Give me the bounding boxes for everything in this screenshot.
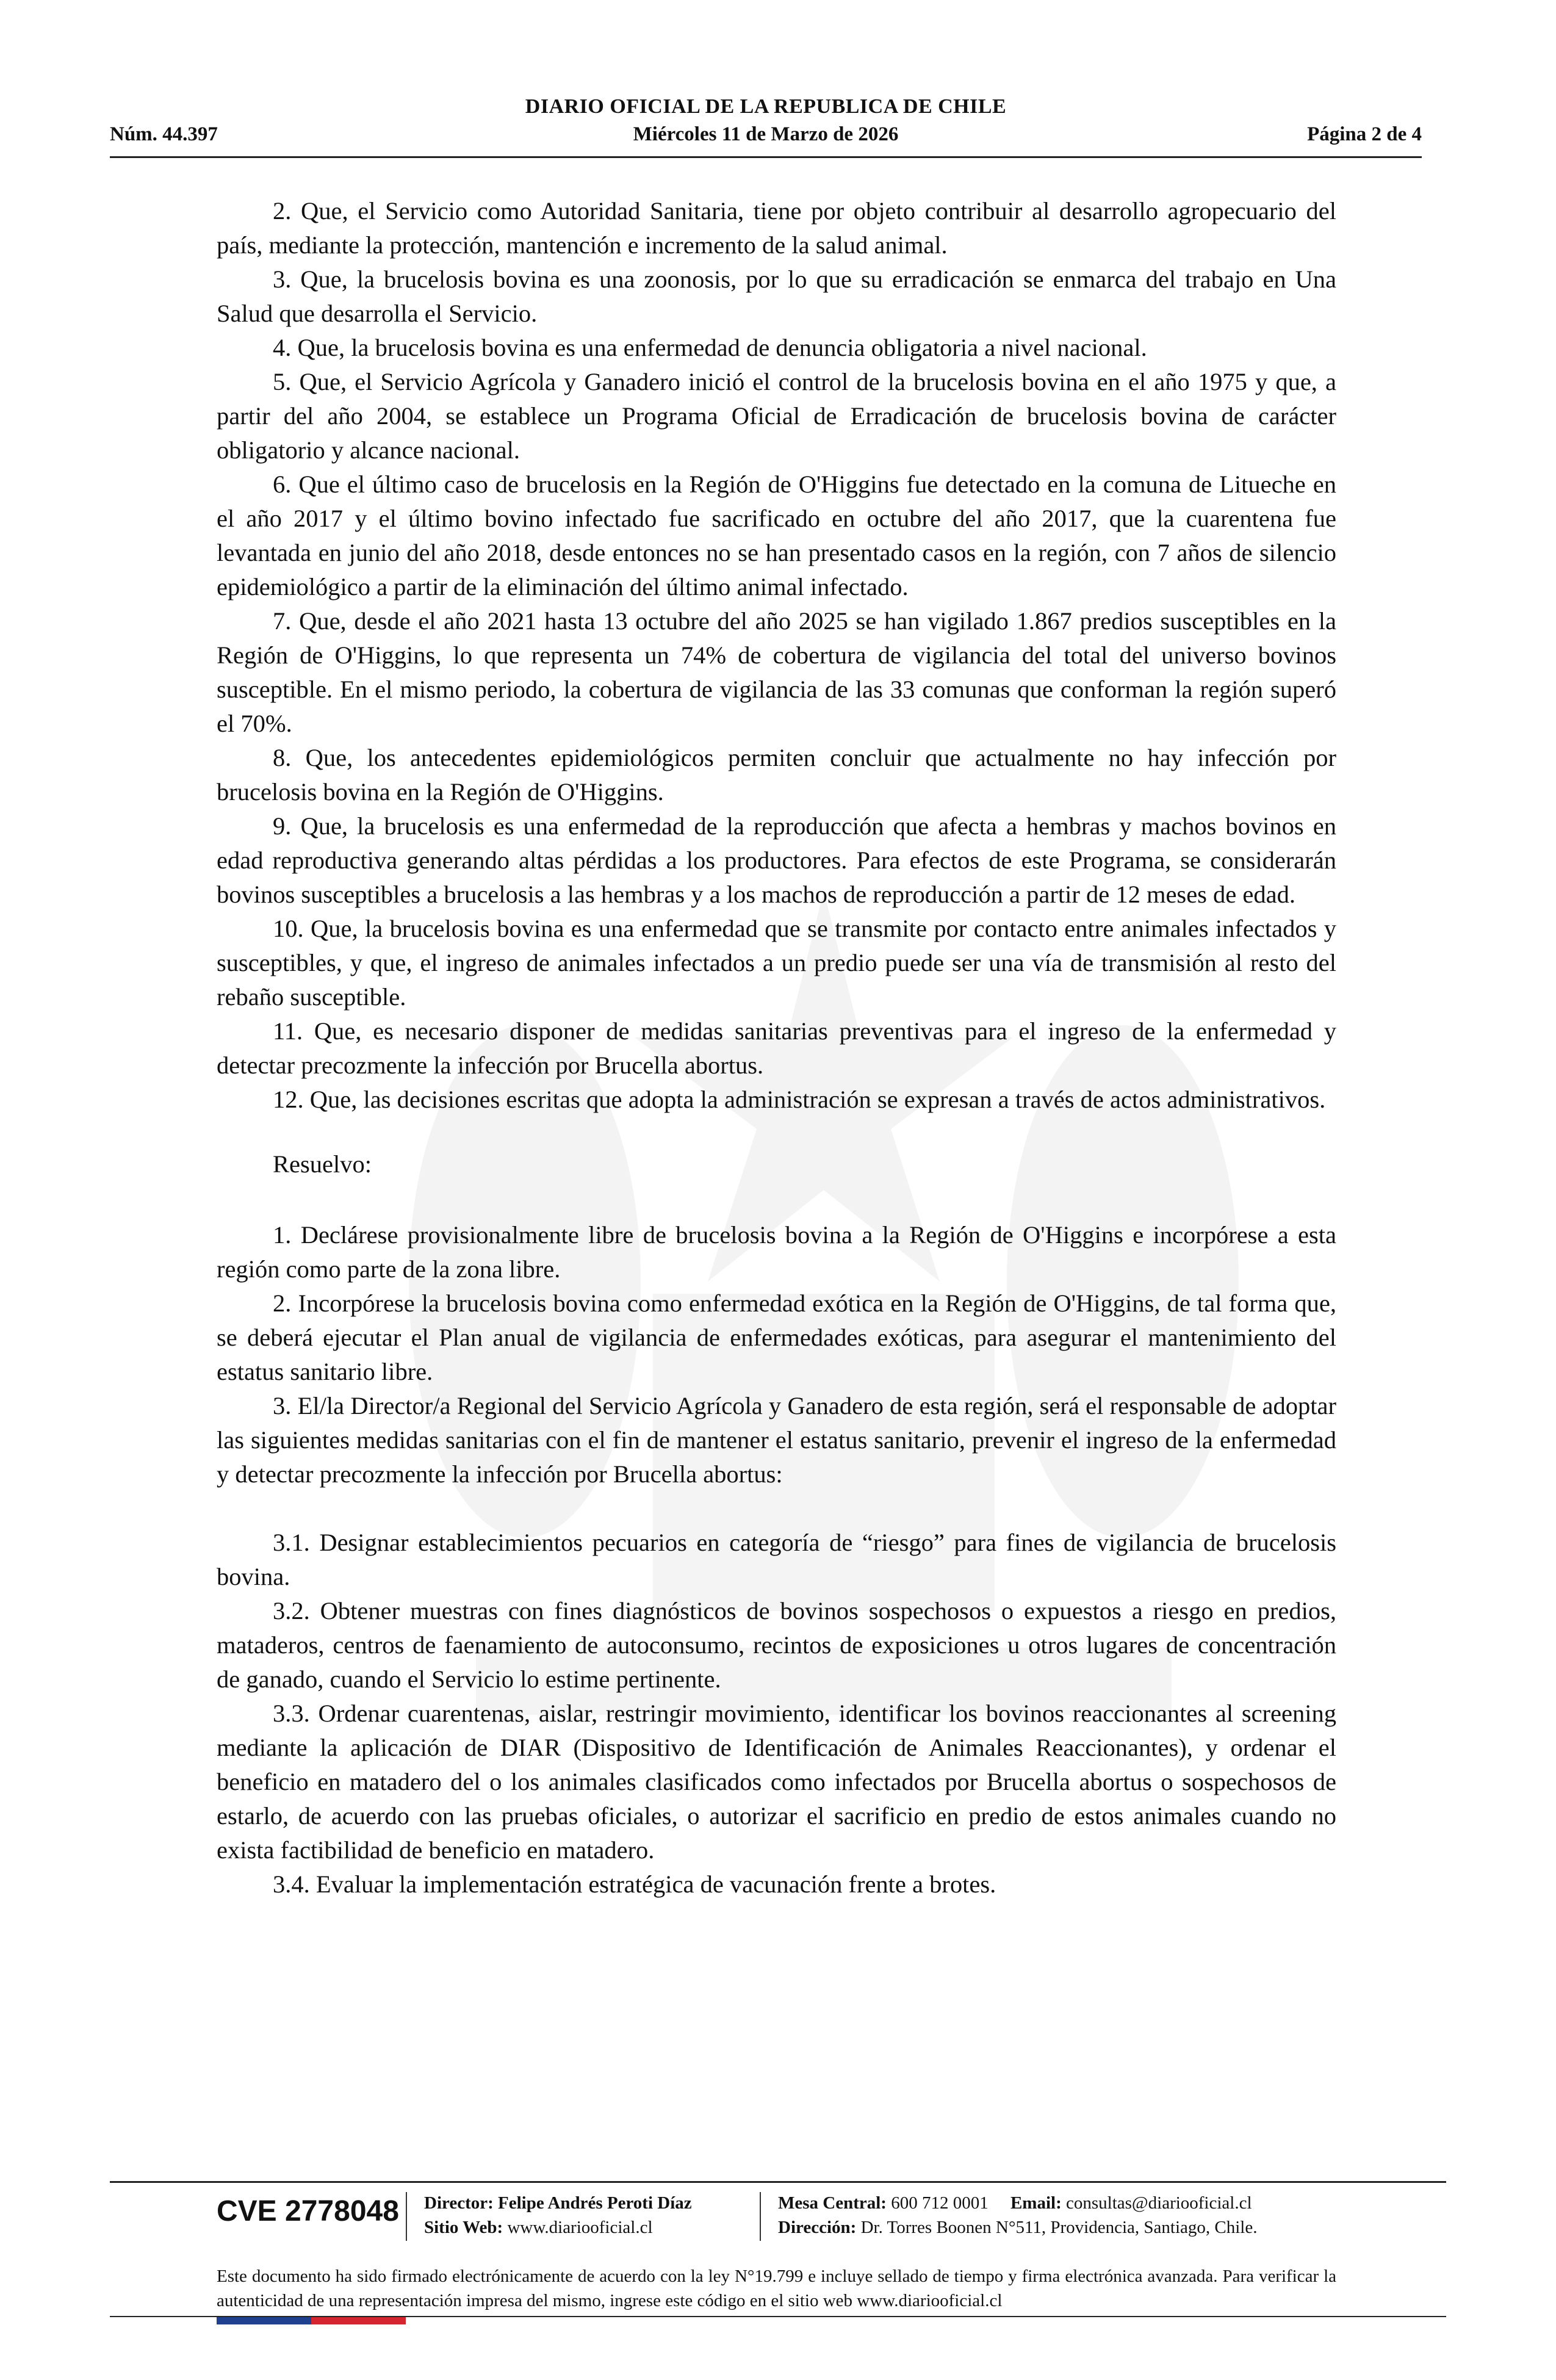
page-indicator: Página 2 de 4 — [1307, 123, 1422, 145]
footer-contact-column — [778, 2191, 1257, 2240]
mesa-phone: 600 712 0001 — [891, 2193, 989, 2213]
issue-date: Miércoles 11 de Marzo de 2026 — [633, 123, 899, 145]
paragraph: 6. Que el último caso de brucelosis en la Región de O'Higgins fue detectado en la comuna de Litueche en el año 2017 y el último bovino infectado fue sacrificado en octubre del año 2017, que la cuarentena fue levantada en junio del año 2018, desde entonces no se han presentado casos en la región, con 7 años de silencio epidemiológico a partir de la eliminación del último animal infectado. — [217, 471, 1336, 600]
email-label: Email: — [1010, 2193, 1062, 2213]
paragraph: 11. Que, es necesario disponer de medidas sanitarias preventivas para el ingreso de la enfermedad y detectar precozmente la infección por Brucella abortus. — [217, 1017, 1336, 1079]
issue-number: Núm. 44.397 — [110, 123, 218, 145]
journal-title: DIARIO OFICIAL DE LA REPUBLICA DE CHILE — [525, 95, 1007, 118]
resolution-item: 2. Incorpórese la brucelosis bovina como enfermedad exótica en la Región de O'Higgins, de tal forma que, se deberá ejecutar el Plan anual de vigilancia de enfermedades exóticas, para asegurar el mantenimiento del estatus sanitario libre. — [217, 1289, 1336, 1385]
paragraph: 10. Que, la brucelosis bovina es una enfermedad que se transmite por contacto entre animales infectados y susceptibles, y que, el ingreso de animales infectados a un predio puede ser una vía de transmisión al resto del rebaño susceptible. — [217, 915, 1336, 1011]
paragraph: 9. Que, la brucelosis es una enfermedad de la reproducción que afecta a hembras y machos bovinos en edad reproductiva generando altas pérdidas a los productores. Para efectos de este Programa, se considerarán bovinos susceptibles a brucelosis a las hembras y a los machos de reproducción a partir de 12 meses de edad. — [217, 812, 1336, 908]
page-footer — [217, 2191, 1370, 2246]
footer-separator — [406, 2192, 407, 2241]
resolution-item: 1. Declárese provisionalmente libre de brucelosis bovina a la Región de O'Higgins e incorpórese a esta región como parte de la zona libre. — [217, 1221, 1336, 1283]
footer-separator — [760, 2192, 761, 2241]
flag-stripe-blue — [217, 2317, 311, 2324]
measure-item: 3.4. Evaluar la implementación estratégica de vacunación frente a brotes. — [273, 1870, 996, 1898]
paragraph: 8. Que, los antecedentes epidemiológicos permiten concluir que actualmente no hay infección por brucelosis bovina en la Región de O'Higgins. — [217, 744, 1336, 806]
director-name: Director: Felipe Andrés Peroti Díaz — [424, 2193, 692, 2213]
paragraph: 3. Que, la brucelosis bovina es una zoonosis, por lo que su erradicación se enmarca del trabajo en Una Salud que desarrolla el Servicio. — [217, 265, 1336, 327]
paragraph: 2. Que, el Servicio como Autoridad Sanitaria, tiene por objeto contribuir al desarrollo agropecuario del país, mediante la protección, mantención e incremento de la salud animal. — [217, 197, 1336, 259]
measure-item: 3.1. Designar establecimientos pecuarios en categoría de “riesgo” para fines de vigilancia de brucelosis bovina. — [217, 1529, 1336, 1590]
measure-item: 3.2. Obtener muestras con fines diagnósticos de bovinos sospechosos o expuestos a riesgo en predios, mataderos, centros de faenamiento de autoconsumo, recintos de exposiciones u otros lugares de concentración de ganado, cuando el Servicio lo estime pertinente. — [217, 1597, 1336, 1693]
cve-code: CVE 2778048 — [217, 2195, 399, 2227]
resolution-item: 3. El/la Director/a Regional del Servicio Agrícola y Ganadero de esta región, será el responsable de adoptar las siguientes medidas sanitarias con el fin de mantener el estatus sanitario, prevenir el ingreso de la enfermedad y detectar precozmente la infección por Brucella abortus: — [217, 1392, 1336, 1488]
paragraph: 7. Que, desde el año 2021 hasta 13 octubre del año 2025 se han vigilado 1.867 predios susceptibles en la Región de O'Higgins, lo que representa un 74% de cobertura de vigilancia del total del universo bovinos susceptible. En el mismo periodo, la cobertura de vigilancia de las 33 comunas que conforman la región superó el 70%. — [217, 607, 1336, 737]
flag-stripe-red — [311, 2317, 406, 2324]
resolution-heading: Resuelvo: — [273, 1150, 372, 1178]
page-header — [110, 92, 1422, 153]
mesa-label: Mesa Central: — [778, 2193, 887, 2213]
web-link[interactable]: www.diariooficial.cl — [507, 2218, 653, 2237]
paragraph: 12. Que, las decisiones escritas que adopta la administración se expresan a través de actos administrativos. — [273, 1086, 1326, 1113]
signature-note: Este documento ha sido firmado electrónicamente de acuerdo con la ley N°19.799 e incluye sellado de tiempo y firma electrónica avanzada. Para verificar la autenticidad de una representación impresa del mismo, ingrese este código en el sitio web www.diariooficial.cl — [217, 2266, 1336, 2310]
document-body — [217, 194, 1336, 1902]
address-value: Dr. Torres Boonen N°511, Providencia, Santiago, Chile. — [860, 2218, 1258, 2237]
footer-divider — [110, 2181, 1446, 2183]
address-label: Dirección: — [778, 2218, 857, 2237]
measure-item: 3.3. Ordenar cuarentenas, aislar, restringir movimiento, identificar los bovinos reaccionantes al screening mediante la aplicación de DIAR (Dispositivo de Identificación de Animales Reaccionantes), y ordenar el beneficio en matadero del o los animales clasificados como infectados por Brucella abortus o sospechosos de estarlo, de acuerdo con las pruebas oficiales, o autorizar el sacrificio en predio de estos animales cuando no exista factibilidad de beneficio en matadero. — [217, 1700, 1336, 1864]
paragraph: 5. Que, el Servicio Agrícola y Ganadero inició el control de la brucelosis bovina en el año 1975 y que, a partir del año 2004, se establece un Programa Oficial de Erradicación de brucelosis bovina de carácter obligatorio y alcance nacional. — [217, 368, 1336, 464]
header-divider — [110, 156, 1422, 158]
paragraph: 4. Que, la brucelosis bovina es una enfermedad de denuncia obligatoria a nivel nacional. — [273, 334, 1147, 361]
email-link[interactable]: consultas@diariooficial.cl — [1066, 2193, 1252, 2213]
flag-stripe — [217, 2317, 406, 2324]
web-label: Sitio Web: — [424, 2218, 503, 2237]
footer-director-column — [424, 2191, 692, 2240]
